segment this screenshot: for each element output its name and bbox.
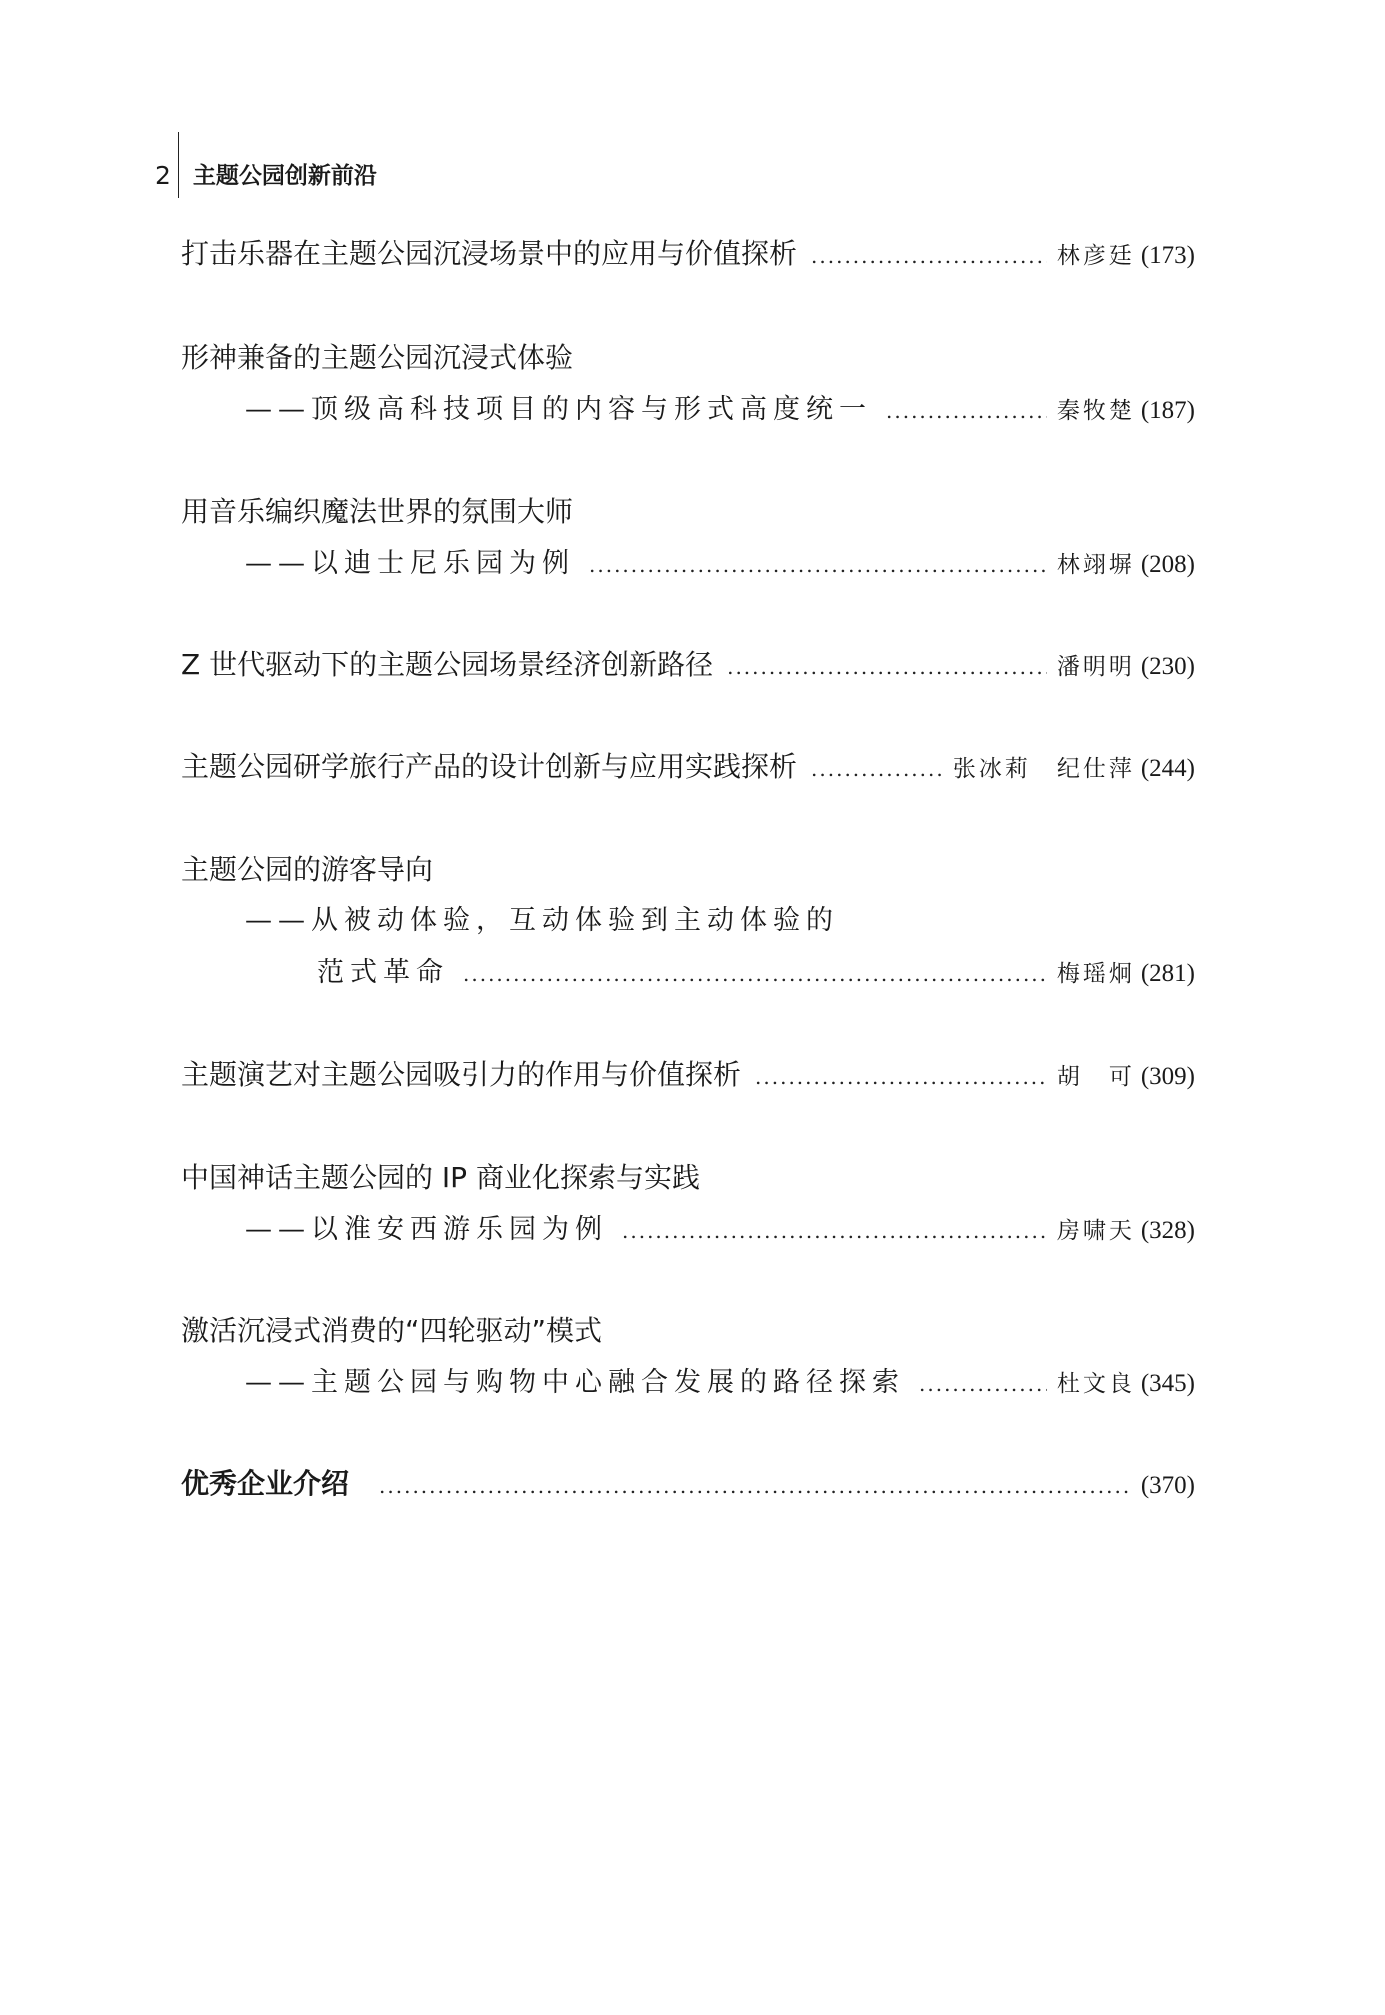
- dot-leader: [463, 952, 1047, 996]
- dot-leader: [589, 543, 1047, 587]
- entry-page: (309): [1140, 1063, 1195, 1090]
- dot-leader: [755, 1055, 1047, 1099]
- entry-title: 打击乐器在主题公园沉浸场景中的应用与价值探析: [181, 237, 798, 270]
- entry-page: (187): [1140, 397, 1195, 424]
- dot-leader: [811, 234, 1047, 278]
- toc-entry-7[interactable]: [181, 1053, 1195, 1097]
- entry-page: (281): [1140, 960, 1195, 987]
- entry-title: Z 世代驱动下的主题公园场景经济创新路径: [181, 648, 714, 681]
- entry-title: 中国神话主题公园的 IP 商业化探索与实践: [181, 1161, 700, 1194]
- dot-leader: [727, 645, 1047, 689]
- entry-title: 主题公园的游客导向: [181, 853, 434, 886]
- entry-author: 张冰莉 纪仕萍: [952, 756, 1135, 782]
- toc-entry-9[interactable]: [245, 1361, 1195, 1405]
- entry-author: 胡 可: [1056, 1064, 1135, 1090]
- toc-entry-6[interactable]: [317, 951, 1195, 995]
- toc-entry-3[interactable]: [245, 542, 1195, 586]
- entry-author: 房啸天: [1056, 1218, 1135, 1244]
- toc-entry-9-title[interactable]: [181, 1309, 1195, 1353]
- toc-entry-5[interactable]: [181, 745, 1195, 789]
- entry-author: 潘明明: [1056, 654, 1135, 680]
- dot-leader: [886, 389, 1047, 433]
- toc-entry-6-title[interactable]: [181, 848, 1195, 892]
- book-title: 主题公园创新前沿: [192, 163, 377, 189]
- toc-entry-4[interactable]: [181, 643, 1195, 687]
- entry-subtitle-continued: 范式革命: [317, 957, 449, 988]
- dot-leader: [379, 1464, 1131, 1508]
- toc-entry-6-subtitle[interactable]: [245, 899, 1195, 943]
- toc-entry-8[interactable]: [245, 1208, 1195, 1252]
- dot-leader: [622, 1209, 1047, 1253]
- entry-page: (244): [1140, 755, 1195, 782]
- entry-title: 激活沉浸式消费的“四轮驱动”模式: [181, 1314, 603, 1347]
- entry-subtitle: ——以淮安西游乐园为例: [245, 1214, 608, 1245]
- entry-author: 杜文良: [1056, 1371, 1135, 1397]
- entry-author: 林翊塀: [1056, 552, 1135, 578]
- page-number: 2: [155, 161, 171, 190]
- entry-subtitle: ——以迪士尼乐园为例: [245, 548, 575, 579]
- toc-entry-10[interactable]: [181, 1462, 1195, 1506]
- entry-title: 形神兼备的主题公园沉浸式体验: [181, 341, 574, 374]
- entry-subtitle: ——从被动体验，互动体验到主动体验的: [245, 905, 839, 936]
- toc-entry-3-title[interactable]: [181, 490, 1195, 534]
- toc-entry-2[interactable]: [245, 388, 1195, 432]
- dot-leader: [919, 1362, 1047, 1406]
- entry-title: 主题演艺对主题公园吸引力的作用与价值探析: [181, 1058, 742, 1091]
- toc-entry-2-title[interactable]: [181, 336, 1195, 380]
- entry-author: 梅瑶炯: [1056, 961, 1135, 987]
- entry-subtitle: ——顶级高科技项目的内容与形式高度统一: [245, 394, 872, 425]
- running-header: [155, 158, 377, 194]
- entry-author: 林彦廷: [1056, 243, 1135, 269]
- dot-leader: [811, 747, 943, 791]
- toc-entry-1[interactable]: [181, 232, 1195, 276]
- entry-page: (370): [1140, 1472, 1195, 1499]
- entry-page: (208): [1140, 551, 1195, 578]
- entry-title: 优秀企业介绍: [181, 1467, 350, 1500]
- entry-author: 秦牧楚: [1056, 398, 1135, 424]
- toc-entry-8-title[interactable]: [181, 1156, 1195, 1200]
- entry-page: (230): [1140, 653, 1195, 680]
- entry-page: (345): [1140, 1370, 1195, 1397]
- entry-title: 用音乐编织魔法世界的氛围大师: [181, 495, 574, 528]
- entry-page: (328): [1140, 1217, 1195, 1244]
- entry-title: 主题公园研学旅行产品的设计创新与应用实践探析: [181, 750, 798, 783]
- entry-page: (173): [1140, 242, 1195, 269]
- entry-subtitle: ——主题公园与购物中心融合发展的路径探索: [245, 1367, 905, 1398]
